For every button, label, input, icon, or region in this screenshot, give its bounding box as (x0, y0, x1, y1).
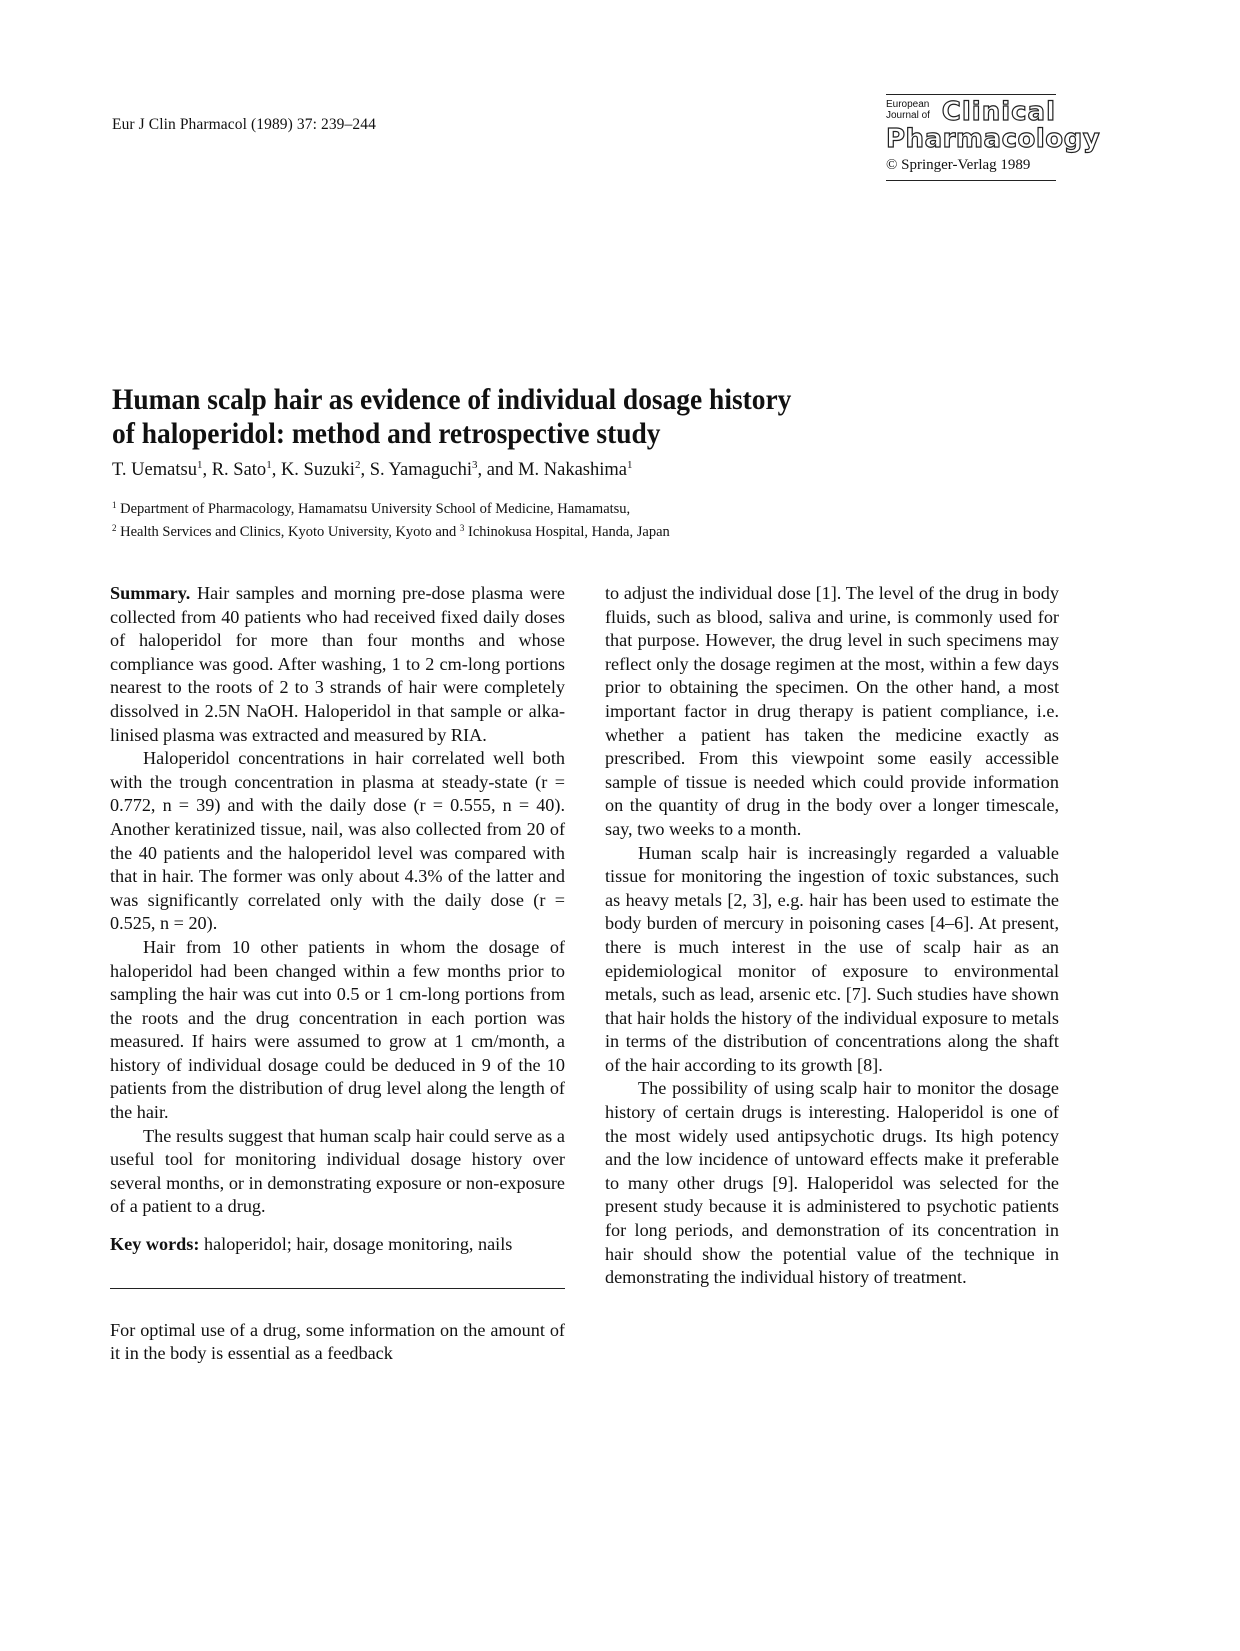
journal-logo-clinical: Clinical (941, 97, 1056, 127)
summary-paragraph-2: Haloperidol concentrations in hair correlated well both with the trough concentration in plasma at steady-state (r = 0.772, n = 39) and with the daily dose (r = 0.555, n = 40). Another keratinized tissue, nail, was also collected from 20 of the 40 patients and the haloperidol level was compared with that in hair. The former was only about 4.3% of the latter and was significantly correlated only with the daily dose (r = 0.525, n = 20). (110, 748, 565, 934)
logo-top-rule (886, 94, 1056, 95)
keywords: Key words: haloperidol; hair, dosage monitoring, nails (110, 1234, 513, 1255)
summary-label: Summary. (110, 583, 191, 603)
title-line-2: of haloperidol: method and retrospective study (112, 418, 661, 450)
journal-logo-prefix: European Journal of (886, 99, 930, 121)
author: M. Nakashima (518, 460, 627, 480)
author: T. Uematsu (112, 460, 197, 480)
author-affiliation-mark: 1 (266, 459, 272, 471)
title-line-1: Human scalp hair as evidence of individual dosage history (112, 384, 792, 416)
author-list: T. Uematsu$^1$, R. Sato$^1$, K. Suzuki$^2$, S. Yamaguchi$^3$, and M. Nakashima$^1$ (112, 459, 633, 480)
intro-paragraph-1-cont: to adjust the individual dose [1]. The level of the drug in body fluids, such as blood, saliva and urine, is commonly used for that purpose. However, the drug level in such specimens may reflect only the dosage regimen at the most, within a few days prior to obtaining the specimen. On the other hand, a most important factor in drug therapy is patient compliance, i.e. whether a patient has taken the medicine exactly as prescribed. From this viewpoint some easily accessible sample of tissue is needed which could provide information on the quantity of drug in the body over a longer timescale, say, two weeks to a month. (605, 583, 1059, 839)
keywords-label: Key words: (110, 1234, 200, 1255)
author-affiliation-mark: 1 (196, 459, 203, 471)
affiliation-2-3: $^2$ Health Services and Clinics, Kyoto University, Kyoto and $^3$ Ichinokusa Hospital, Handa, Japan (112, 523, 670, 540)
affiliations (112, 496, 670, 542)
logo-bottom-rule (886, 180, 1056, 181)
author: R. Sato (211, 460, 267, 480)
author-affiliation-mark: 1 (627, 459, 633, 471)
author-affiliation-mark: 2 (354, 459, 361, 471)
author-affiliation-mark: 3 (471, 459, 478, 471)
journal-logo-pharmacology: Pharmacology (886, 124, 1101, 154)
affiliation-1: $^1$ Department of Pharmacology, Hamamatsu University School of Medicine, Hamamatsu, (112, 500, 631, 517)
section-divider (110, 1288, 565, 1289)
intro-paragraph-2: Human scalp hair is increasingly regarded a valuable tissue for monitoring the ingestion of toxic substances, such as heavy metals [2, 3], e.g. hair has been used to estimate the body burden of mercury in poisoning cases [4–6]. At present, there is much interest in the use of scalp hair as an epidemiological monitor of exposure to environmental metals, such as lead, arsenic etc. [7]. Such studies have shown that hair holds the history of the individual exposure to metals in terms of the distribution of concentrations along the shaft of the hair according to its growth [8]. (605, 842, 1059, 1075)
summary-paragraph-1: Summary. Hair samples and morning pre-dose plasma were collected from 40 patients who had received fixed daily doses of haloperidol for more than four months and whose compliance was good. After washing, 1 to 2 cm-long portions nearest to the roots of 2 to 3 strands of hair were completely dissolved in 2.5N NaOH. Haloperidol in that sample or alkalinised plasma was extracted and measured by RIA. (110, 583, 565, 745)
right-column (605, 582, 1059, 1290)
summary-paragraph-3: Hair from 10 other patients in whom the dosage of haloperidol had been changed within a few months prior to sampling the hair was cut into 0.5 or 1 cm-long portions from the roots and the drug concentration in each portion was measured. If hairs were assumed to grow at 1 cm/month, a history of individual dosage could be deduced in 9 of the 10 patients from the distribution of drug level along the length of the hair. (110, 936, 565, 1123)
authors-and: and (486, 460, 514, 480)
author: S. Yamaguchi (369, 460, 472, 480)
journal-citation: Eur J Clin Pharmacol (1989) 37: 239–244 (112, 116, 376, 133)
author: K. Suzuki (280, 460, 355, 480)
copyright-notice: © Springer-Verlag 1989 (886, 157, 1031, 173)
left-column (110, 582, 565, 1366)
journal-logo-block (886, 94, 1101, 181)
article-title (112, 383, 875, 451)
intro-paragraph-3: The possibility of using scalp hair to monitor the dosage history of certain drugs is interesting. Haloperidol is one of the most widely used antipsychotic drugs. Its high potency and the low incidence of untoward effects make it preferable to many other drugs [9]. Haloperidol was selected for the present study because it is administered to psychotic patients for long periods, and demonstration of its concentration in hair should show the potential value of the technique in demonstrating the individual history of treatment. (605, 1078, 1059, 1288)
intro-paragraph-1: For optimal use of a drug, some information on the amount of it in the body is essential as a feedback (110, 1319, 565, 1364)
summary-paragraph-4: The results suggest that human scalp hair could serve as a useful tool for monitoring individual dosage history over several months, or in demonstrating exposure or non-exposure of a patient to a drug. (110, 1125, 565, 1217)
